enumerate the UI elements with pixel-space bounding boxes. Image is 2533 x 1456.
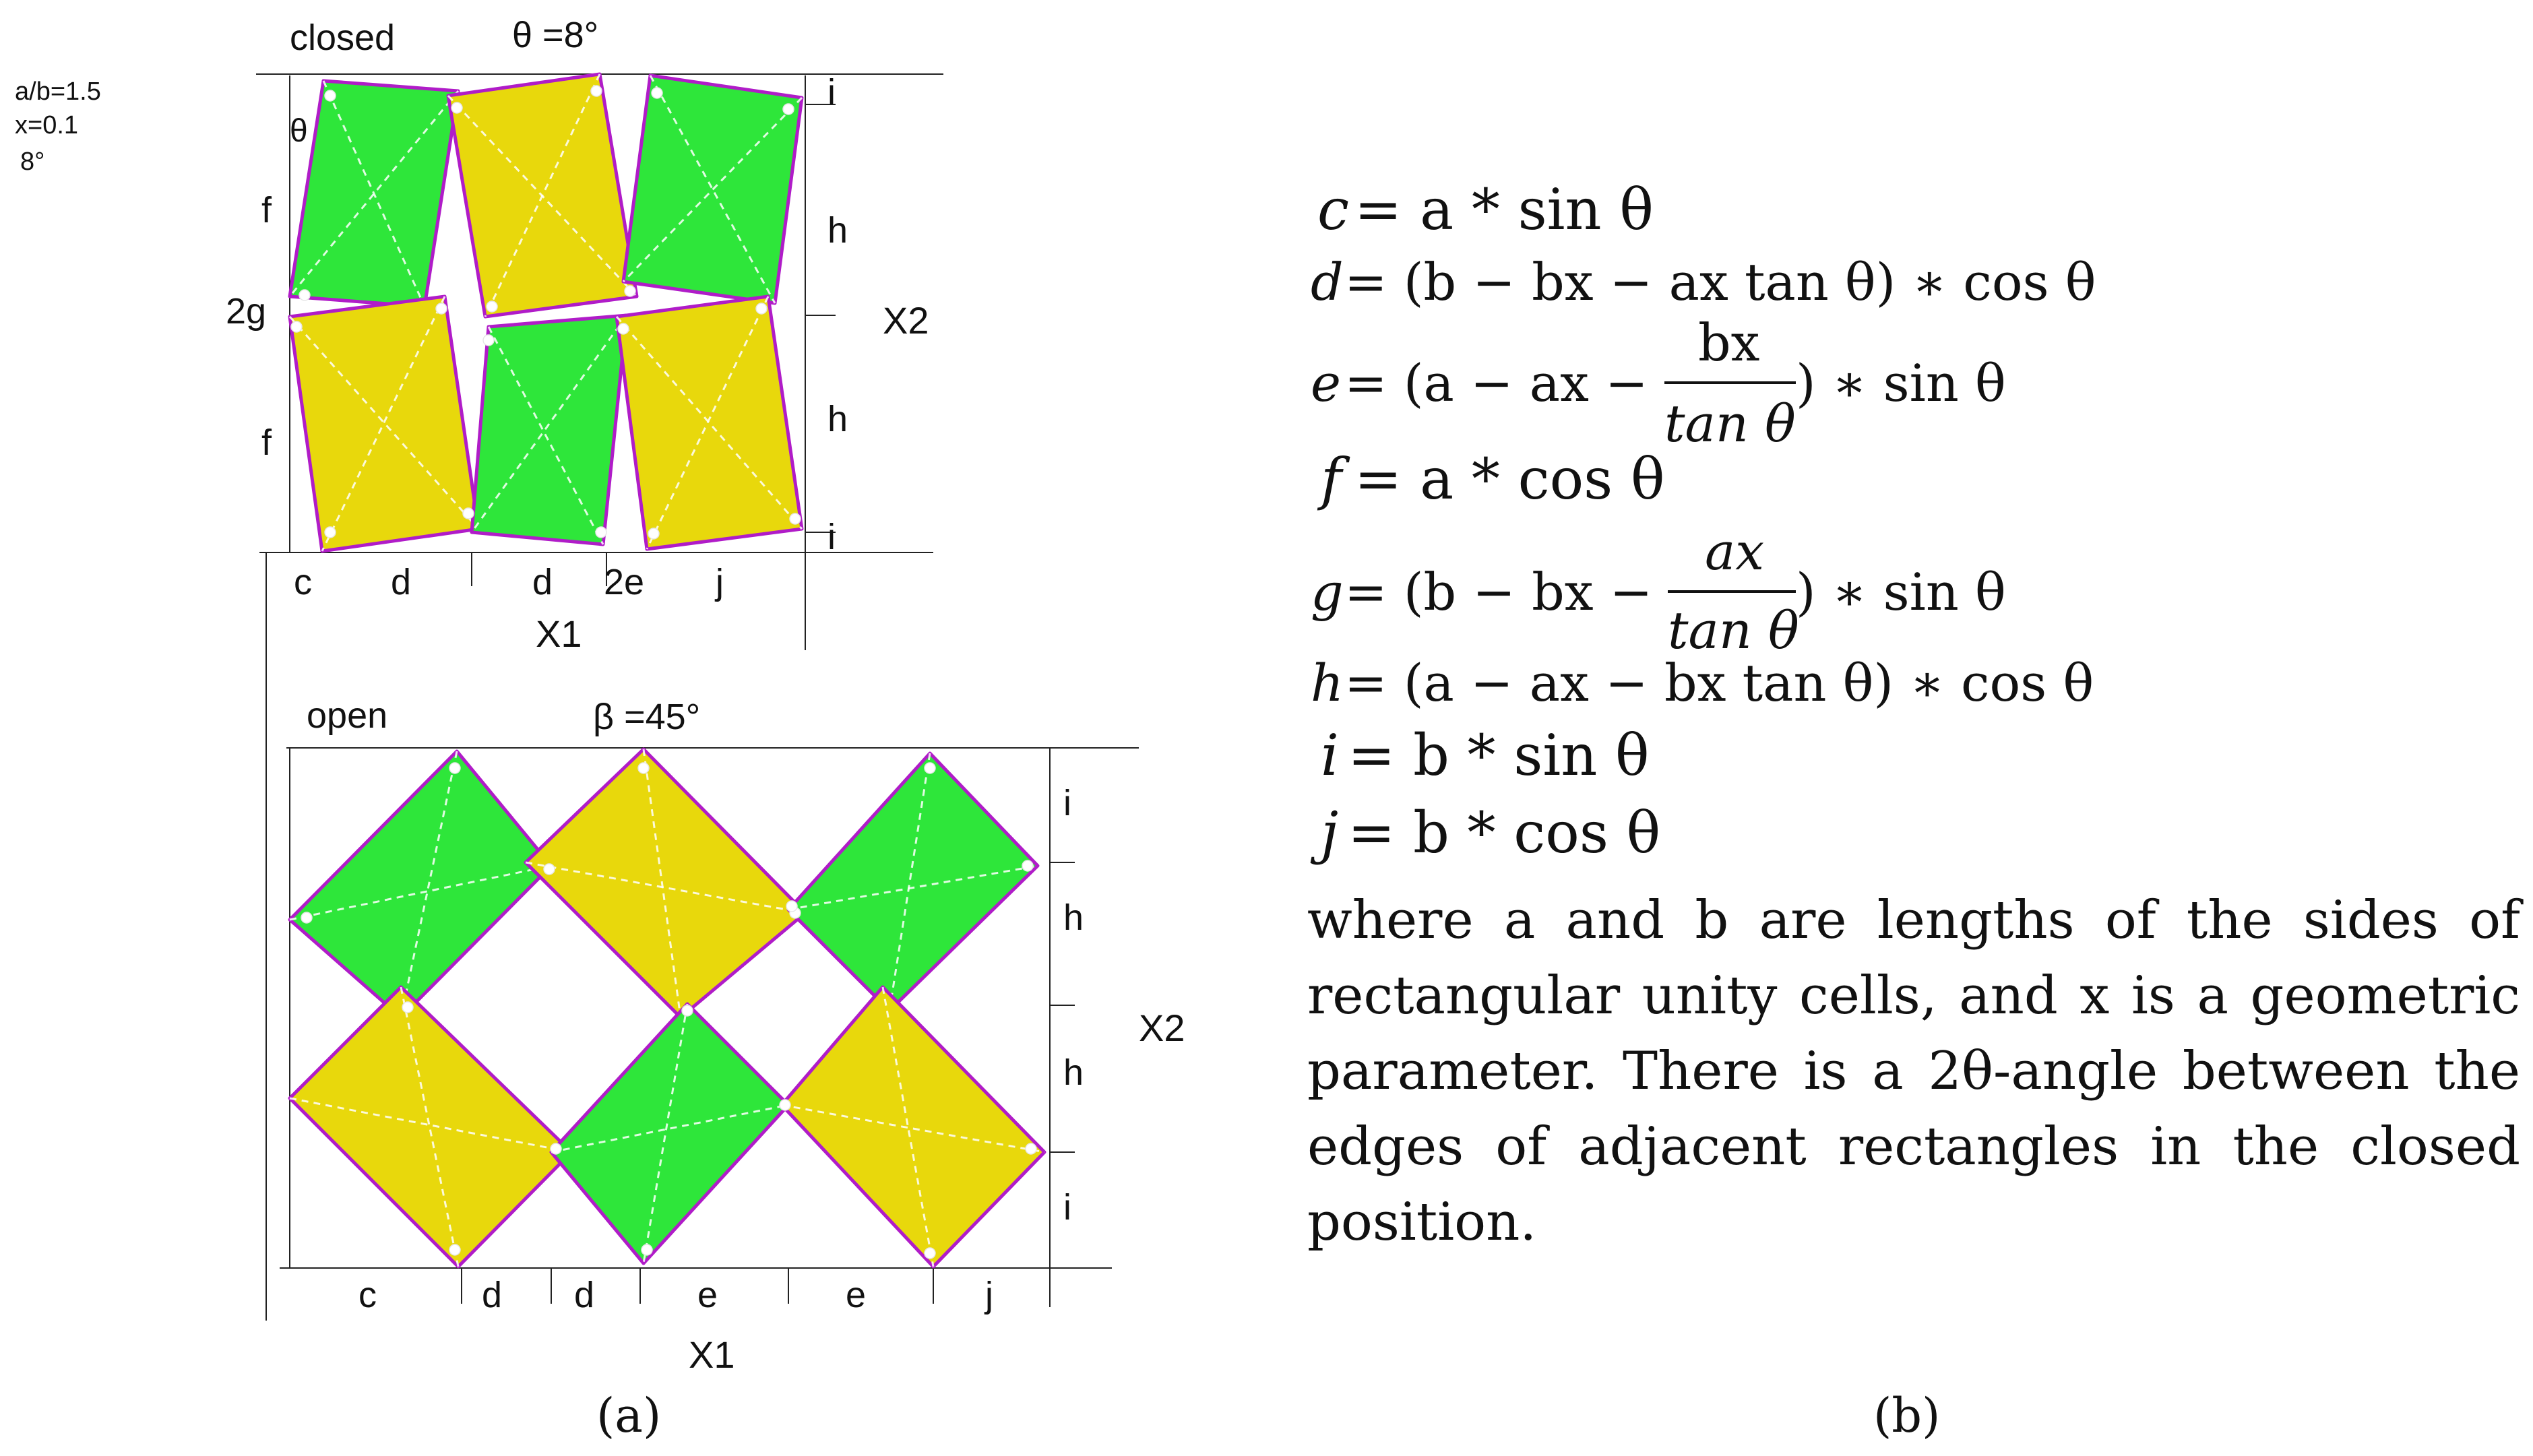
closed-label-d-left: d — [391, 562, 412, 602]
svg-text:= b * sin θ: = b * sin θ — [1348, 722, 1650, 788]
closed-label-2e: 2e — [604, 562, 645, 602]
open-label-i-bottom: i — [1063, 1187, 1071, 1228]
param-x: x=0.1 — [15, 111, 79, 139]
equation-g — [1311, 521, 2006, 660]
closed-axis-x1: X1 — [536, 612, 582, 655]
svg-text:e: e — [1311, 353, 1341, 413]
equation-e — [1311, 313, 2006, 453]
open-cell-yellow-4 — [290, 987, 571, 1267]
closed-label-h-top: h — [827, 210, 848, 251]
closed-label-d-right: d — [532, 562, 553, 602]
closed-angle-label: θ =8° — [512, 15, 599, 55]
open-axis-x1: X1 — [689, 1333, 735, 1376]
svg-text:= (a − ax −: = (a − ax − — [1344, 353, 1648, 413]
svg-text:tan θ: tan θ — [1668, 600, 1799, 660]
open-label-e-left: e — [697, 1275, 718, 1315]
equation-i — [1321, 722, 1650, 788]
closed-label-f-top: f — [261, 190, 272, 230]
equation-f — [1317, 446, 1665, 512]
closed-label-f-bottom: f — [261, 422, 272, 463]
open-label-i-top: i — [1063, 783, 1071, 823]
open-cell-green-5 — [551, 1004, 788, 1263]
open-label-h-bottom: h — [1063, 1052, 1084, 1093]
open-diagram — [280, 695, 1185, 1376]
svg-text:= a * cos θ: = a * cos θ — [1354, 446, 1665, 512]
open-label-j: j — [985, 1275, 993, 1315]
svg-text:j: j — [1321, 800, 1339, 866]
closed-cell-yellow-bottom-right — [617, 296, 802, 549]
closed-label-c: c — [294, 562, 312, 602]
svg-text:i: i — [1321, 722, 1339, 788]
closed-label-h-bottom: h — [827, 399, 848, 439]
svg-text:= a * sin θ: = a * sin θ — [1354, 177, 1654, 243]
svg-text:= b * cos θ: = b * cos θ — [1348, 800, 1661, 866]
open-cell-yellow-6 — [782, 987, 1044, 1267]
equation-j — [1310, 800, 1660, 866]
closed-label-i-bottom: i — [827, 517, 836, 557]
equation-c — [1317, 177, 1654, 243]
equations-block — [1310, 177, 2096, 866]
open-label-d-left: d — [482, 1275, 503, 1315]
open-angle-label: β =45° — [593, 697, 701, 737]
svg-text:tan θ: tan θ — [1664, 393, 1796, 453]
closed-label-2g: 2g — [226, 291, 267, 331]
open-title: open — [307, 695, 388, 736]
param-ratio: a/b=1.5 — [15, 77, 101, 106]
caption-b: (b) — [1873, 1388, 1941, 1443]
svg-text:d: d — [1311, 252, 1344, 312]
svg-text:h: h — [1311, 653, 1344, 713]
svg-text:bx: bx — [1698, 313, 1760, 373]
open-axis-x2: X2 — [1139, 1007, 1185, 1049]
open-cell-yellow-2 — [526, 749, 805, 1017]
caption-a: (a) — [596, 1388, 662, 1443]
open-cell-green-3 — [788, 753, 1038, 1011]
closed-title: closed — [290, 18, 396, 58]
open-label-c: c — [358, 1275, 377, 1315]
svg-text:= (b − bx −: = (b − bx − — [1344, 562, 1653, 622]
closed-axis-x2: X2 — [883, 299, 929, 342]
param-angle: 8° — [20, 148, 45, 176]
equation-d — [1311, 252, 2096, 312]
closed-theta-mark: θ — [290, 113, 308, 149]
closed-label-j: j — [716, 562, 724, 602]
svg-text:ax: ax — [1705, 521, 1765, 581]
open-label-d-right: d — [574, 1275, 595, 1315]
equation-h — [1311, 653, 2094, 713]
closed-label-i-top: i — [827, 72, 836, 113]
svg-text:= (b − bx − ax tan θ) ∗ cos θ: = (b − bx − ax tan θ) ∗ cos θ — [1344, 252, 2096, 312]
parameter-block — [15, 77, 101, 176]
open-label-e-right: e — [846, 1275, 867, 1315]
closed-cell-green-bottom-middle — [472, 315, 627, 544]
svg-text:c: c — [1317, 177, 1350, 243]
svg-text:= (a − ax − bx tan θ) ∗ cos θ: = (a − ax − bx tan θ) ∗ cos θ — [1344, 653, 2094, 713]
svg-text:f: f — [1321, 446, 1342, 512]
explanation-paragraph: where a and b are lengths of the sides of rectangular unity cells, and x is a geometric parameter. There is a 2θ-angle between the edges of adjacent rectangles in the closed position. — [1307, 890, 2520, 1253]
open-label-h-top: h — [1063, 897, 1084, 938]
svg-text:) ∗ sin θ: ) ∗ sin θ — [1796, 562, 2006, 622]
open-cell-green-1 — [290, 751, 551, 1017]
svg-text:) ∗ sin θ: ) ∗ sin θ — [1796, 353, 2006, 413]
closed-cell-yellow-bottom-left — [290, 296, 478, 551]
svg-text:g: g — [1311, 562, 1344, 622]
